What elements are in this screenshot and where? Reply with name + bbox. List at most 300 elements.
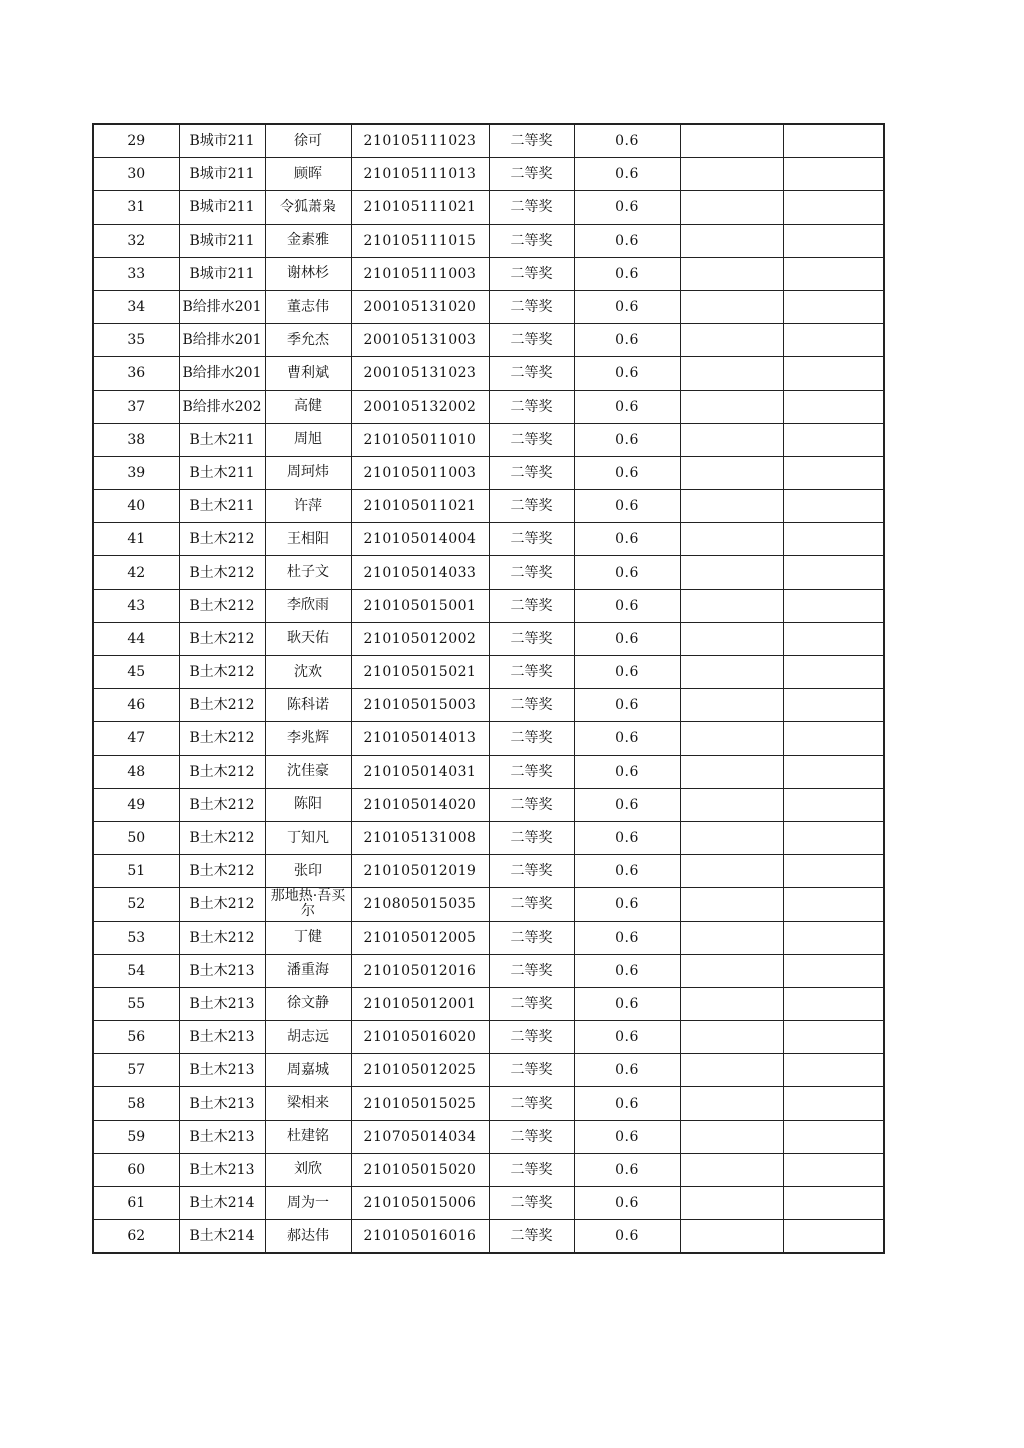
student-name-cell: 刘欣 <box>265 1153 351 1186</box>
student-id-cell: 210105016016 <box>351 1220 489 1254</box>
student-name-cell: 令狐萧枭 <box>265 191 351 224</box>
blank-cell <box>783 821 884 854</box>
student-id-cell: 210105014013 <box>351 722 489 755</box>
student-name-cell: 徐可 <box>265 124 351 158</box>
student-name-cell: 谢林杉 <box>265 257 351 290</box>
class-cell: B城市211 <box>179 124 265 158</box>
table-row <box>93 987 884 1020</box>
award-level-cell: 二等奖 <box>489 290 574 323</box>
award-level-cell: 二等奖 <box>489 1153 574 1186</box>
score-cell: 0.6 <box>574 1087 680 1120</box>
score-cell: 0.6 <box>574 689 680 722</box>
award-level-cell: 二等奖 <box>489 589 574 622</box>
student-id-cell: 200105131020 <box>351 290 489 323</box>
blank-cell <box>680 1120 783 1153</box>
score-cell: 0.6 <box>574 191 680 224</box>
score-cell: 0.6 <box>574 589 680 622</box>
class-cell: B土木212 <box>179 523 265 556</box>
table-row <box>93 1187 884 1220</box>
student-id-cell: 210105014004 <box>351 523 489 556</box>
class-cell: B土木211 <box>179 490 265 523</box>
score-cell: 0.6 <box>574 324 680 357</box>
student-name-cell: 周旭 <box>265 423 351 456</box>
student-id-cell: 210105111023 <box>351 124 489 158</box>
blank-cell <box>783 855 884 888</box>
award-level-cell: 二等奖 <box>489 1220 574 1254</box>
award-level-cell: 二等奖 <box>489 888 574 921</box>
table-row <box>93 257 884 290</box>
blank-cell <box>783 987 884 1020</box>
student-name-cell: 沈欢 <box>265 656 351 689</box>
class-cell: B土木213 <box>179 1153 265 1186</box>
blank-cell <box>680 689 783 722</box>
blank-cell <box>680 490 783 523</box>
table-row <box>93 755 884 788</box>
row-number-cell: 54 <box>93 954 179 987</box>
row-number-cell: 36 <box>93 357 179 390</box>
table-row <box>93 622 884 655</box>
blank-cell <box>783 1087 884 1120</box>
student-id-cell: 210105012005 <box>351 921 489 954</box>
row-number-cell: 47 <box>93 722 179 755</box>
blank-cell <box>680 622 783 655</box>
student-id-cell: 210105111003 <box>351 257 489 290</box>
blank-cell <box>680 722 783 755</box>
row-number-cell: 58 <box>93 1087 179 1120</box>
row-number-cell: 56 <box>93 1021 179 1054</box>
row-number-cell: 50 <box>93 821 179 854</box>
student-id-cell: 210105015001 <box>351 589 489 622</box>
class-cell: B土木212 <box>179 921 265 954</box>
blank-cell <box>783 755 884 788</box>
row-number-cell: 51 <box>93 855 179 888</box>
blank-cell <box>783 456 884 489</box>
award-level-cell: 二等奖 <box>489 788 574 821</box>
score-cell: 0.6 <box>574 224 680 257</box>
student-id-cell: 210105015006 <box>351 1187 489 1220</box>
student-name-cell: 丁知凡 <box>265 821 351 854</box>
award-level-cell: 二等奖 <box>489 821 574 854</box>
class-cell: B土木211 <box>179 423 265 456</box>
score-cell: 0.6 <box>574 556 680 589</box>
row-number-cell: 42 <box>93 556 179 589</box>
row-number-cell: 61 <box>93 1187 179 1220</box>
award-level-cell: 二等奖 <box>489 1087 574 1120</box>
student-name-cell: 杜子文 <box>265 556 351 589</box>
student-name-cell: 董志伟 <box>265 290 351 323</box>
class-cell: B给排水201 <box>179 290 265 323</box>
score-cell: 0.6 <box>574 656 680 689</box>
table-row <box>93 523 884 556</box>
student-name-cell: 金素雅 <box>265 224 351 257</box>
student-id-cell: 210105011010 <box>351 423 489 456</box>
blank-cell <box>680 224 783 257</box>
award-level-cell: 二等奖 <box>489 1021 574 1054</box>
student-name-cell: 曹利斌 <box>265 357 351 390</box>
student-name-cell: 耿天佑 <box>265 622 351 655</box>
score-cell: 0.6 <box>574 1187 680 1220</box>
class-cell: B土木213 <box>179 1120 265 1153</box>
score-cell: 0.6 <box>574 523 680 556</box>
award-level-cell: 二等奖 <box>489 423 574 456</box>
blank-cell <box>783 191 884 224</box>
student-id-cell: 210705014034 <box>351 1120 489 1153</box>
student-id-cell: 210105014033 <box>351 556 489 589</box>
student-name-cell: 王相阳 <box>265 523 351 556</box>
table-row <box>93 855 884 888</box>
blank-cell <box>783 921 884 954</box>
table-row <box>93 656 884 689</box>
blank-cell <box>783 589 884 622</box>
blank-cell <box>783 722 884 755</box>
blank-cell <box>783 324 884 357</box>
blank-cell <box>783 423 884 456</box>
student-name-cell: 张印 <box>265 855 351 888</box>
student-id-cell: 210105014020 <box>351 788 489 821</box>
student-id-cell: 210105012025 <box>351 1054 489 1087</box>
class-cell: B土木212 <box>179 622 265 655</box>
blank-cell <box>680 456 783 489</box>
blank-cell <box>680 556 783 589</box>
award-level-cell: 二等奖 <box>489 689 574 722</box>
blank-cell <box>680 357 783 390</box>
blank-cell <box>783 490 884 523</box>
blank-cell <box>783 656 884 689</box>
student-name-cell: 李兆辉 <box>265 722 351 755</box>
class-cell: B给排水202 <box>179 390 265 423</box>
score-cell: 0.6 <box>574 855 680 888</box>
student-id-cell: 210105015025 <box>351 1087 489 1120</box>
student-name-cell: 周嘉城 <box>265 1054 351 1087</box>
award-level-cell: 二等奖 <box>489 158 574 191</box>
award-level-cell: 二等奖 <box>489 357 574 390</box>
table-row <box>93 821 884 854</box>
row-number-cell: 32 <box>93 224 179 257</box>
blank-cell <box>680 1054 783 1087</box>
row-number-cell: 34 <box>93 290 179 323</box>
blank-cell <box>680 855 783 888</box>
award-level-cell: 二等奖 <box>489 456 574 489</box>
class-cell: B土木212 <box>179 788 265 821</box>
blank-cell <box>680 191 783 224</box>
row-number-cell: 57 <box>93 1054 179 1087</box>
table-row <box>93 589 884 622</box>
class-cell: B土木213 <box>179 987 265 1020</box>
student-id-cell: 210105111015 <box>351 224 489 257</box>
score-cell: 0.6 <box>574 1120 680 1153</box>
student-name-cell: 陈科诺 <box>265 689 351 722</box>
table-row <box>93 490 884 523</box>
blank-cell <box>783 1120 884 1153</box>
class-cell: B城市211 <box>179 191 265 224</box>
blank-cell <box>783 224 884 257</box>
row-number-cell: 29 <box>93 124 179 158</box>
blank-cell <box>783 1054 884 1087</box>
table-row <box>93 888 884 921</box>
score-cell: 0.6 <box>574 755 680 788</box>
student-id-cell: 210105011003 <box>351 456 489 489</box>
student-id-cell: 210105012001 <box>351 987 489 1020</box>
student-id-cell: 210105111021 <box>351 191 489 224</box>
score-cell: 0.6 <box>574 954 680 987</box>
student-id-cell: 210105012019 <box>351 855 489 888</box>
class-cell: B土木214 <box>179 1220 265 1254</box>
blank-cell <box>783 622 884 655</box>
score-cell: 0.6 <box>574 821 680 854</box>
row-number-cell: 62 <box>93 1220 179 1254</box>
class-cell: B土木212 <box>179 589 265 622</box>
row-number-cell: 35 <box>93 324 179 357</box>
table-row <box>93 788 884 821</box>
table-row <box>93 423 884 456</box>
award-level-cell: 二等奖 <box>489 124 574 158</box>
table-row <box>93 1220 884 1254</box>
award-level-cell: 二等奖 <box>489 987 574 1020</box>
award-level-cell: 二等奖 <box>489 390 574 423</box>
blank-cell <box>680 290 783 323</box>
table-row <box>93 124 884 158</box>
table-row <box>93 1054 884 1087</box>
student-id-cell: 200105132002 <box>351 390 489 423</box>
award-level-cell: 二等奖 <box>489 622 574 655</box>
blank-cell <box>783 290 884 323</box>
student-id-cell: 210105015020 <box>351 1153 489 1186</box>
blank-cell <box>783 1187 884 1220</box>
score-cell: 0.6 <box>574 1054 680 1087</box>
blank-cell <box>680 1153 783 1186</box>
row-number-cell: 43 <box>93 589 179 622</box>
row-number-cell: 49 <box>93 788 179 821</box>
student-id-cell: 210105011021 <box>351 490 489 523</box>
row-number-cell: 33 <box>93 257 179 290</box>
row-number-cell: 52 <box>93 888 179 921</box>
table-row <box>93 390 884 423</box>
row-number-cell: 53 <box>93 921 179 954</box>
student-name-cell: 郝达伟 <box>265 1220 351 1254</box>
blank-cell <box>680 987 783 1020</box>
blank-cell <box>680 1087 783 1120</box>
award-level-cell: 二等奖 <box>489 1054 574 1087</box>
table-row <box>93 1120 884 1153</box>
blank-cell <box>783 888 884 921</box>
student-id-cell: 210105016020 <box>351 1021 489 1054</box>
blank-cell <box>680 788 783 821</box>
award-level-cell: 二等奖 <box>489 921 574 954</box>
row-number-cell: 40 <box>93 490 179 523</box>
score-cell: 0.6 <box>574 1153 680 1186</box>
blank-cell <box>783 1220 884 1254</box>
row-number-cell: 37 <box>93 390 179 423</box>
blank-cell <box>783 124 884 158</box>
row-number-cell: 30 <box>93 158 179 191</box>
blank-cell <box>783 257 884 290</box>
award-level-cell: 二等奖 <box>489 191 574 224</box>
table-row <box>93 357 884 390</box>
student-name-cell: 高健 <box>265 390 351 423</box>
row-number-cell: 44 <box>93 622 179 655</box>
blank-cell <box>680 921 783 954</box>
class-cell: B城市211 <box>179 158 265 191</box>
score-cell: 0.6 <box>574 456 680 489</box>
award-level-cell: 二等奖 <box>489 556 574 589</box>
award-level-cell: 二等奖 <box>489 490 574 523</box>
student-id-cell: 210105014031 <box>351 755 489 788</box>
row-number-cell: 60 <box>93 1153 179 1186</box>
class-cell: B土木212 <box>179 755 265 788</box>
class-cell: B土木211 <box>179 456 265 489</box>
blank-cell <box>680 523 783 556</box>
row-number-cell: 38 <box>93 423 179 456</box>
blank-cell <box>680 390 783 423</box>
row-number-cell: 45 <box>93 656 179 689</box>
blank-cell <box>783 158 884 191</box>
class-cell: B给排水201 <box>179 324 265 357</box>
student-name-cell: 胡志远 <box>265 1021 351 1054</box>
table-body <box>93 124 884 1253</box>
blank-cell <box>783 523 884 556</box>
student-name-cell: 徐文静 <box>265 987 351 1020</box>
blank-cell <box>680 656 783 689</box>
table-row <box>93 1021 884 1054</box>
student-id-cell: 210105012002 <box>351 622 489 655</box>
score-cell: 0.6 <box>574 1021 680 1054</box>
table-row <box>93 158 884 191</box>
score-cell: 0.6 <box>574 257 680 290</box>
class-cell: B土木212 <box>179 722 265 755</box>
award-level-cell: 二等奖 <box>489 324 574 357</box>
award-level-cell: 二等奖 <box>489 1187 574 1220</box>
score-cell: 0.6 <box>574 290 680 323</box>
blank-cell <box>680 1187 783 1220</box>
score-cell: 0.6 <box>574 888 680 921</box>
blank-cell <box>783 788 884 821</box>
score-cell: 0.6 <box>574 722 680 755</box>
score-cell: 0.6 <box>574 622 680 655</box>
blank-cell <box>783 954 884 987</box>
class-cell: B土木212 <box>179 888 265 921</box>
student-name-cell: 潘重海 <box>265 954 351 987</box>
student-name-cell: 许萍 <box>265 490 351 523</box>
student-id-cell: 200105131023 <box>351 357 489 390</box>
award-level-cell: 二等奖 <box>489 523 574 556</box>
award-level-cell: 二等奖 <box>489 855 574 888</box>
award-level-cell: 二等奖 <box>489 224 574 257</box>
blank-cell <box>680 158 783 191</box>
blank-cell <box>680 821 783 854</box>
class-cell: B城市211 <box>179 224 265 257</box>
award-level-cell: 二等奖 <box>489 257 574 290</box>
student-id-cell: 210105015003 <box>351 689 489 722</box>
class-cell: B土木212 <box>179 821 265 854</box>
student-name-cell: 梁相来 <box>265 1087 351 1120</box>
score-cell: 0.6 <box>574 490 680 523</box>
score-cell: 0.6 <box>574 158 680 191</box>
class-cell: B土木213 <box>179 954 265 987</box>
row-number-cell: 48 <box>93 755 179 788</box>
row-number-cell: 39 <box>93 456 179 489</box>
table-row <box>93 722 884 755</box>
class-cell: B城市211 <box>179 257 265 290</box>
score-cell: 0.6 <box>574 423 680 456</box>
student-id-cell: 210105111013 <box>351 158 489 191</box>
blank-cell <box>783 390 884 423</box>
class-cell: B给排水201 <box>179 357 265 390</box>
student-id-cell: 210805015035 <box>351 888 489 921</box>
score-cell: 0.6 <box>574 987 680 1020</box>
row-number-cell: 31 <box>93 191 179 224</box>
table-row <box>93 456 884 489</box>
blank-cell <box>680 1021 783 1054</box>
student-id-cell: 200105131003 <box>351 324 489 357</box>
table-row <box>93 689 884 722</box>
table-row <box>93 954 884 987</box>
blank-cell <box>680 954 783 987</box>
student-id-cell: 210105015021 <box>351 656 489 689</box>
award-level-cell: 二等奖 <box>489 656 574 689</box>
student-name-cell: 陈阳 <box>265 788 351 821</box>
student-name-cell: 杜建铭 <box>265 1120 351 1153</box>
table-row <box>93 191 884 224</box>
blank-cell <box>680 257 783 290</box>
table-row <box>93 1153 884 1186</box>
student-name-cell: 那地热·吾买尔 <box>265 888 351 921</box>
blank-cell <box>680 423 783 456</box>
award-list-table <box>92 123 885 1254</box>
student-name-cell: 周珂炜 <box>265 456 351 489</box>
student-name-cell: 丁健 <box>265 921 351 954</box>
student-name-cell: 季允杰 <box>265 324 351 357</box>
student-id-cell: 210105012016 <box>351 954 489 987</box>
blank-cell <box>680 324 783 357</box>
class-cell: B土木212 <box>179 689 265 722</box>
class-cell: B土木212 <box>179 656 265 689</box>
award-level-cell: 二等奖 <box>489 954 574 987</box>
table-row <box>93 290 884 323</box>
class-cell: B土木212 <box>179 855 265 888</box>
blank-cell <box>783 1021 884 1054</box>
table-row <box>93 556 884 589</box>
blank-cell <box>680 589 783 622</box>
blank-cell <box>783 556 884 589</box>
score-cell: 0.6 <box>574 390 680 423</box>
student-id-cell: 210105131008 <box>351 821 489 854</box>
blank-cell <box>783 1153 884 1186</box>
student-name-cell: 周为一 <box>265 1187 351 1220</box>
blank-cell <box>680 124 783 158</box>
class-cell: B土木213 <box>179 1021 265 1054</box>
student-name-cell: 沈佳豪 <box>265 755 351 788</box>
table-row <box>93 324 884 357</box>
table-row <box>93 921 884 954</box>
student-name-cell: 李欣雨 <box>265 589 351 622</box>
award-level-cell: 二等奖 <box>489 755 574 788</box>
table-row <box>93 1087 884 1120</box>
row-number-cell: 59 <box>93 1120 179 1153</box>
score-cell: 0.6 <box>574 1220 680 1254</box>
score-cell: 0.6 <box>574 921 680 954</box>
blank-cell <box>783 689 884 722</box>
blank-cell <box>680 1220 783 1254</box>
class-cell: B土木212 <box>179 556 265 589</box>
table-row <box>93 224 884 257</box>
score-cell: 0.6 <box>574 357 680 390</box>
award-level-cell: 二等奖 <box>489 722 574 755</box>
row-number-cell: 55 <box>93 987 179 1020</box>
score-cell: 0.6 <box>574 124 680 158</box>
row-number-cell: 41 <box>93 523 179 556</box>
blank-cell <box>680 755 783 788</box>
student-name-cell: 顾晖 <box>265 158 351 191</box>
